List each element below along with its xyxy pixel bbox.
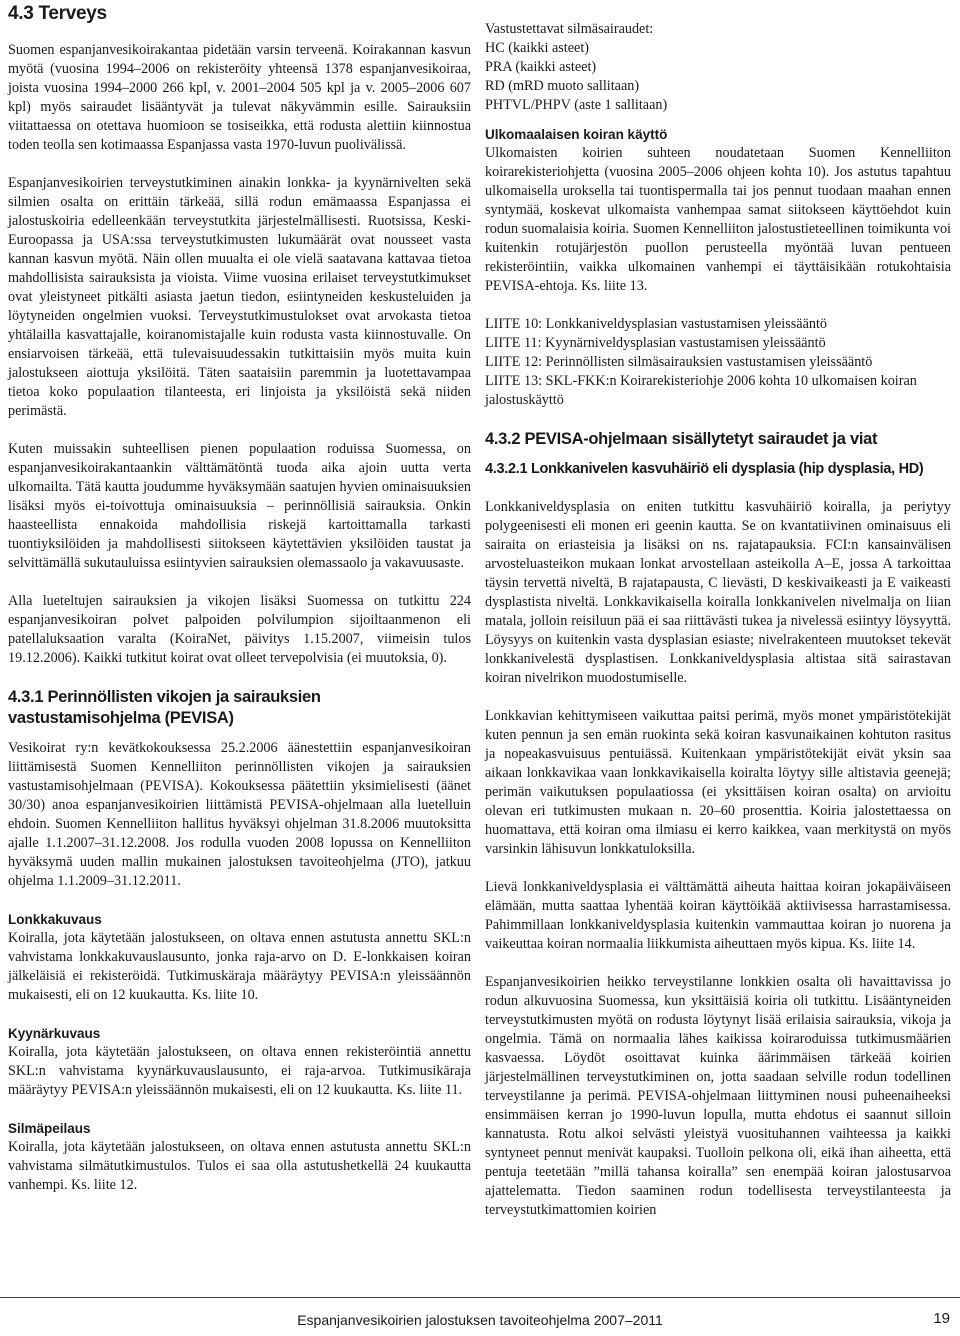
patella-paragraph: Alla lueteltujen sairauksien ja vikojen lisäksi Suomessa on tutkittu 224 espanjanvesikoiran polvet palpoiden polvilumpion sijoiltaanmenon eli patellaluksaation varalta (KoiraNet, päivitys 1.15.2007, viimeisin tulos 19.12.2006). Kaikki tutkitut koirat ovat olleet tervepolvisia (ei muutoksia, 0). — [8, 593, 471, 666]
pevisa-heading: 4.3.1 Perinnöllisten vikojen ja sairauksien vastustamisohjelma (PEVISA) — [8, 688, 321, 727]
right-column — [485, 20, 951, 1220]
foreign-dog-subheading: Ulkomaalaisen koiran käyttö — [485, 127, 668, 142]
list-item: LIITE 11: Kyynärniveldysplasian vastustamisen yleissääntö — [485, 335, 826, 351]
appendix-list — [485, 315, 951, 410]
footer-title: Espanjanvesikoirien jalostuksen tavoiteohjelma 2007–2011 — [297, 1312, 663, 1328]
hip-xray-paragraph: Koiralla, jota käytetään jalostukseen, on oltava ennen astutusta annettu SKL:n vahvistama lonkkakuvauslausunto, jonka raja-arvo on D. E-lonkkaisen koiran jälkeläisiä ei rekisteröidä. Tutkimuskäraja määräytyy PEVISA:n yleissäännön mukaisesti, eli on 12 kuukautta. Ks. liite 10. — [8, 930, 471, 1003]
foreign-dog-paragraph: Ulkomaisten koirien suhteen noudatetaan Suomen Kennelliiton koirarekisteriohjetta (vuosina 2005–2006 ohjeen kohta 10). Jos astutus tapahtuu ulkomaisella uroksella tai tuontispermalla tai jos pennut tuodaan maahan ennen syntymää, koskevat ulkomaista vanhempaa samat siitokseen käyttöehdot kuin rodun suomalaisia koiria. Suomen Kennelliiton jalostustieteellinen toimikunta voi kuitenkin rotujärjestön puollon perusteella myöntää luvan pentueen rekisteröintiin, vaikka ulkomainen vanhempi ei täyttäisikään rotukohtaisia PEVISA-ehtoja. Ks. liite 13. — [485, 145, 951, 294]
list-item: LIITE 12: Perinnöllisten silmäsairauksien vastustamisen yleissääntö — [485, 354, 873, 370]
elbow-xray-subheading: Kyynärkuvaus — [8, 1026, 101, 1041]
eye-exam-subheading: Silmäpeilaus — [8, 1121, 91, 1136]
section-title: 4.3 Terveys — [8, 3, 107, 24]
list-item: LIITE 13: SKL-FKK:n Koirarekisteriohje 2006 kohta 10 ulkomaisen koiran jalostuskäyttö — [485, 373, 917, 408]
footer-divider — [0, 1297, 960, 1298]
eye-disease-list — [485, 20, 951, 115]
list-item: PHTVL/PHPV (aste 1 sallitaan) — [485, 97, 668, 113]
list-item: HC (kaikki asteet) — [485, 40, 590, 56]
left-column — [8, 0, 471, 1195]
elbow-xray-paragraph: Koiralla, jota käytetään jalostukseen, on oltava ennen rekisteröintiä annettu SKL:n vahvistama kyynärkuvauslausunto, ei raja-arvoa. Tutkimusikäraja määräytyy PEVISA:n yleissäännön mukaisesti, eli on 12 kuukautta. Ks. liite 11. — [8, 1044, 471, 1098]
page-number: 19 — [933, 1310, 950, 1327]
hip-xray-subheading: Lonkkakuvaus — [8, 912, 102, 927]
list-item: Vastustettavat silmäsairaudet: — [485, 21, 654, 37]
history-paragraph: Espanjanvesikoirien heikko terveystilanne lonkkien osalta oli havaittavissa jo rodun alkuvuosina Suomessa, kun yksittäisiä koiria oli tutkittu. Lisääntyneiden terveystutkimusten myötä on rodusta löytynyt lisää erilaisia sairauksia, vikoja ja ongelmia. Tämä on normaalia lähes kaikissa koiraroduissa tutkimusmäärien kasvaessa. Löydöt osoittavat kuinka äärimmäisen tärkeää koirien järjestelmällinen terveystutkiminen on, jotta saadaan selville rodun todellinen terveystilanne ja perimä. PEVISA-ohjelmaan liittyminen nousi puheenaiheeksi ensimmäisen kerran jo 1990-luvun lopulla, mutta ehdotus ei saannut silloin kannatusta. Rotu alkoi selvästi yleistyä vuosituhannen vaihteessa ja kaikki syntyneet pennut menivät kaupaksi. Tuolloin pelkona oli, eikä ihan aiheetta, että pentuja teetetään ”millä tahansa koiralla” sen enempää koiran jalostusarvoa ajattelematta. Tiedon saaminen rodun todellisesta terveystilanteesta ja terveystutkimattomien koirien — [485, 974, 951, 1218]
diseases-heading: 4.3.2 PEVISA-ohjelmaan sisällytetyt sairaudet ja viat — [485, 430, 878, 448]
environment-paragraph: Lonkkavian kehittymiseen vaikuttaa paitsi perimä, myös monet ympäristötekijät kuten pennun ja sen emän ruokinta sekä koiran kasvunaikainen kohtuton rasitus ja nopeakasvuisuus pentuiässä. Kuitenkaan ympäristötekijät eivät yksin saa aikaan lonkkavikaa vaan lonkkavikaisella koiralta löytyy sille altistavia geenejä; perimän vaikutuksen populaatiossa (ei yksittäisen koiran osalta) on arvioitu olevan eri tutkimusten mukaan n. 20–60 prosenttia. Koiria jalostettaessa on huomattava, että koiran oma ilmiasu ei kerro kaikkea, vaan merkitystä on myös varsinkin lähisuvun lonkkatuloksilla. — [485, 708, 951, 857]
health-testing-paragraph: Espanjanvesikoirien terveystutkiminen ainakin lonkka- ja kyynärnivelten sekä silmien osalta on erittäin tärkeää, sillä rodun emämaassa Espanjassa ei jalostuskoiria edelleenkään terveystutkita järjestelmällisesti. Ruotsissa, Keski-Euroopassa ja USA:ssa terveystutkimusten lukumäärät ovat nousseet vasta kannan kasvun myötä. Näin ollen muualta ei ole vielä saatavana kattavaa tietoa mahdollisista sairauksista ja vioista. Viime vuosina erilaiset terveystutkimukset ovat yleistyneet pitkälti asiasta jaetun tiedon, esiintyneiden keskusteluiden ja löytyneiden ongelmien vuoksi. Terveystutkimustulokset ovat arvokasta tietoa yhtälailla kasvattajalle, koiranomistajalle kuin rodusta vasta kiinnostuvalle. On ensiarvoisen tärkeää, että tulevaisuudessakin tutkittaisiin myös muita kuin jalostukseen aiottuja yksilöitä. Täten saataisiin paremmin ja luotettavampaa tietoa koko populaation tilanteesta, eri linjoista ja yksilöistä sekä niiden perimästä. — [8, 175, 471, 419]
list-item: RD (mRD muoto sallitaan) — [485, 78, 640, 94]
hip-dysplasia-paragraph: Lonkkaniveldysplasia on eniten tutkittu kasvuhäiriö koiralla, ja periytyy polygeenisesti eli monen eri geenin kautta. Se on kvantatiivinen ominaisuus eli sairaita on eriasteisia ja lisäksi on ns. rajatapauksia. FCI:n kansainvälisen arvosteluasteikon mukaan lonkat arvostellaan asteikolla A–E, jossa A tarkoittaa täysin tervettä niveltä, B rajatapausta, C lievästi, D keskivaikeasti ja E vaikeasti dysplastista niveltä. Lonkkavikaisella koiralla lonkkanivelen nivelmalja on liian matala, jolloin reisiluun pää ei saa riittävästi tukea ja nivelessä esiintyy löysyyttä. Löysyys on kuitenkin vasta dysplasian esiaste; nivelrakenteen muutokset tekevät lonkkanivelestä dysplastisen. Lonkkaniveldysplasia altistaa sitä sairastavan koiran nivelrikon muodostumiselle. — [485, 499, 951, 686]
mild-dysplasia-paragraph: Lievä lonkkaniveldysplasia ei välttämättä aiheuta haittaa koiran jokapäiväiseen elämään, mutta saattaa lyhentää koiran käyttöikää aktiivisessa harrastamisessa. Pahimmillaan lonkkaniveldysplasia kuitenkin vammauttaa koiran jo nuorena ja vaikeuttaa koiran normaalia liikkumista aiheuttaen myös kipua. Ks. liite 14. — [485, 879, 951, 952]
hip-dysplasia-heading: 4.3.2.1 Lonkkanivelen kasvuhäiriö eli dysplasia (hip dysplasia, HD) — [485, 461, 924, 477]
eye-exam-paragraph: Koiralla, jota käytetään jalostukseen, on oltava ennen astutusta annettu SKL:n vahvistama silmätutkimustulos. Tulos ei saa olla astutushetkellä 24 kuukautta vanhempi. Ks. liite 12. — [8, 1139, 471, 1193]
list-item: PRA (kaikki asteet) — [485, 59, 597, 75]
import-paragraph: Kuten muissakin suhteellisen pienen populaation roduissa Suomessa, on espanjanvesikoirakantaankin välttämätöntä tuoda aika ajoin uutta verta ulkomailta. Tätä kautta joudumme hyväksymään saatujen hyvien ominaisuuksien lisäksi myös ei-toivottuja ominaisuuksia – perinnöllisiä sairauksia. Onkin haasteellista ennakoida mahdollisia riskejä kartoittamalla tarkasti tuontiyksilöiden ja mahdollisesti siitokseen käytettävien yksilöiden taustat ja selvittämällä sukutauluissa esiintyvien sairauksien olemassaolo ja vakavuusaste. — [8, 441, 471, 571]
list-item: LIITE 10: Lonkkaniveldysplasian vastustamisen yleissääntö — [485, 316, 828, 332]
intro-paragraph: Suomen espanjanvesikoirakantaa pidetään varsin terveenä. Koirakannan kasvun myötä (vuosina 1994–2006 on rekisteröity yhteensä 1378 espanjanvesikoiraa, joista vuosina 1994–2000 266 kpl, v. 2001–2004 505 kpl ja v. 2005–2006 607 kpl) myös sairaudet lisääntyvät ja tulevat näkyvämmin esille. Sairauksiin viitattaessa on otettava huomioon se tosiseikka, että rodusta alettiin kiinnostua toden teolla sen kotimaassa Espanjassa vasta 1970-luvun puolivälissä. — [8, 42, 471, 153]
pevisa-paragraph: Vesikoirat ry:n kevätkokouksessa 25.2.2006 äänestettiin espanjanvesikoiran liittämisestä Suomen Kennelliiton perinnöllisten vikojen ja sairauksien vastustamisohjelmaan (PEVISA). Kokouksessa päätettiin yksimielisesti (äänet 30/30) anoa espanjanvesikoirien liittämistä PEVISA-ohjelmaan alla luetelluin ehdoin. Suomen Kennelliiton hallitus hyväksyi ohjelman 31.8.2006 muutoksitta ajalle 1.1.2007–31.12.2008. Jos rodulla vuoden 2008 lopussa on Kennelliiton hyväksymä uuden mallin mukainen jalostuksen tavoiteohjelma (JTO), jatkuu ohjelma 1.1.2009–31.12.2011. — [8, 740, 471, 889]
